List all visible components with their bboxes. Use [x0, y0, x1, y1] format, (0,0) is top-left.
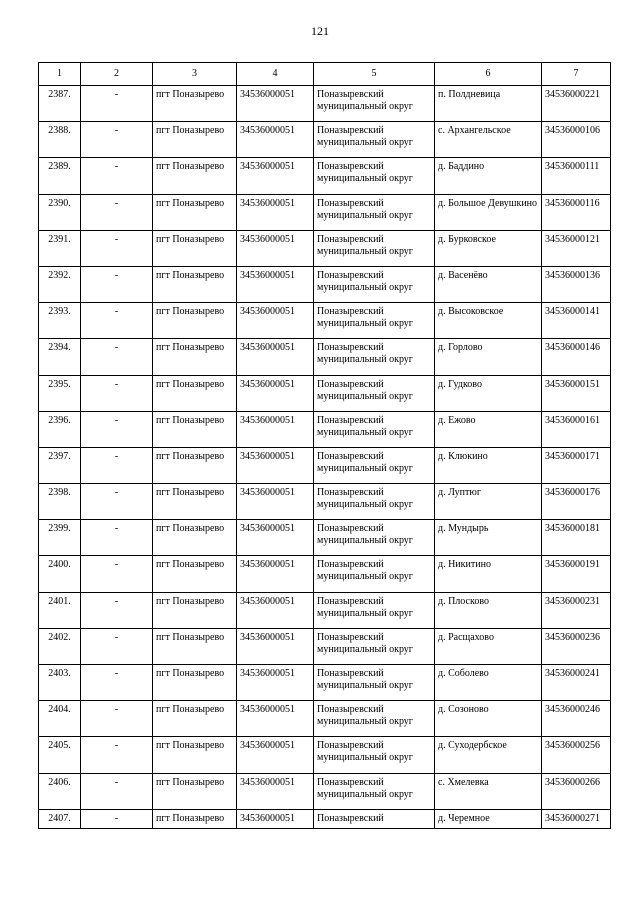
- settlement-name: д. Расщахово: [435, 628, 542, 664]
- cell-col2: -: [81, 592, 153, 628]
- table-row: [39, 592, 611, 628]
- admin-center-code: 34536000051: [237, 303, 314, 339]
- admin-center: пгт Поназырево: [153, 303, 237, 339]
- cell-col2: -: [81, 809, 153, 828]
- admin-center: пгт Поназырево: [153, 158, 237, 194]
- municipality-name: Поназыревский муниципальный округ: [314, 86, 435, 122]
- header-cell-7: 7: [542, 63, 611, 86]
- table-row: [39, 86, 611, 122]
- table-row: [39, 773, 611, 809]
- admin-center: пгт Поназырево: [153, 194, 237, 230]
- municipality-name: Поназыревский муниципальный округ: [314, 411, 435, 447]
- settlement-code: 34536000231: [542, 592, 611, 628]
- admin-center-code: 34536000051: [237, 266, 314, 302]
- admin-center: пгт Поназырево: [153, 411, 237, 447]
- admin-center-code: 34536000051: [237, 194, 314, 230]
- admin-center-code: 34536000051: [237, 375, 314, 411]
- row-number: 2402.: [39, 628, 81, 664]
- table-row: [39, 737, 611, 773]
- header-row: [39, 63, 611, 86]
- settlement-name: с. Хмелевка: [435, 773, 542, 809]
- municipality-name: Поназыревский муниципальный округ: [314, 701, 435, 737]
- header-cell-2: 2: [81, 63, 153, 86]
- cell-col2: -: [81, 701, 153, 737]
- municipality-name: Поназыревский муниципальный округ: [314, 592, 435, 628]
- row-number: 2404.: [39, 701, 81, 737]
- cell-col2: -: [81, 628, 153, 664]
- table-row: [39, 230, 611, 266]
- cell-col2: -: [81, 737, 153, 773]
- registry-table: [38, 62, 611, 829]
- settlement-name: д. Гудково: [435, 375, 542, 411]
- municipality-name: Поназыревский: [314, 809, 435, 828]
- admin-center-code: 34536000051: [237, 520, 314, 556]
- municipality-name: Поназыревский муниципальный округ: [314, 773, 435, 809]
- settlement-name: с. Архангельское: [435, 122, 542, 158]
- table-row: [39, 375, 611, 411]
- table-row: [39, 303, 611, 339]
- admin-center: пгт Поназырево: [153, 809, 237, 828]
- row-number: 2398.: [39, 484, 81, 520]
- admin-center: пгт Поназырево: [153, 701, 237, 737]
- admin-center-code: 34536000051: [237, 628, 314, 664]
- admin-center-code: 34536000051: [237, 230, 314, 266]
- table-header: [39, 63, 611, 86]
- settlement-name: д. Соболево: [435, 665, 542, 701]
- settlement-code: 34536000181: [542, 520, 611, 556]
- settlement-name: д. Мундырь: [435, 520, 542, 556]
- settlement-code: 34536000266: [542, 773, 611, 809]
- settlement-name: д. Васенёво: [435, 266, 542, 302]
- municipality-name: Поназыревский муниципальный округ: [314, 158, 435, 194]
- admin-center-code: 34536000051: [237, 86, 314, 122]
- municipality-name: Поназыревский муниципальный округ: [314, 375, 435, 411]
- municipality-name: Поназыревский муниципальный округ: [314, 628, 435, 664]
- settlement-name: д. Высоковское: [435, 303, 542, 339]
- row-number: 2403.: [39, 665, 81, 701]
- settlement-code: 34536000151: [542, 375, 611, 411]
- settlement-code: 34536000246: [542, 701, 611, 737]
- cell-col2: -: [81, 665, 153, 701]
- cell-col2: -: [81, 411, 153, 447]
- admin-center-code: 34536000051: [237, 411, 314, 447]
- settlement-code: 34536000236: [542, 628, 611, 664]
- settlement-code: 34536000106: [542, 122, 611, 158]
- settlement-name: д. Большое Девушкино: [435, 194, 542, 230]
- cell-col2: -: [81, 773, 153, 809]
- row-number: 2406.: [39, 773, 81, 809]
- cell-col2: -: [81, 194, 153, 230]
- settlement-name: д. Клюкино: [435, 447, 542, 483]
- row-number: 2388.: [39, 122, 81, 158]
- admin-center-code: 34536000051: [237, 158, 314, 194]
- admin-center: пгт Поназырево: [153, 447, 237, 483]
- admin-center-code: 34536000051: [237, 809, 314, 828]
- cell-col2: -: [81, 303, 153, 339]
- settlement-name: д. Баддино: [435, 158, 542, 194]
- settlement-name: д. Плосково: [435, 592, 542, 628]
- page-number: 121: [311, 24, 329, 38]
- admin-center-code: 34536000051: [237, 773, 314, 809]
- row-number: 2390.: [39, 194, 81, 230]
- municipality-name: Поназыревский муниципальный округ: [314, 194, 435, 230]
- admin-center: пгт Поназырево: [153, 266, 237, 302]
- municipality-name: Поназыревский муниципальный округ: [314, 737, 435, 773]
- table-row: [39, 484, 611, 520]
- municipality-name: Поназыревский муниципальный округ: [314, 122, 435, 158]
- table-row: [39, 194, 611, 230]
- cell-col2: -: [81, 375, 153, 411]
- settlement-code: 34536000136: [542, 266, 611, 302]
- admin-center: пгт Поназырево: [153, 230, 237, 266]
- municipality-name: Поназыревский муниципальный округ: [314, 484, 435, 520]
- municipality-name: Поназыревский муниципальный округ: [314, 266, 435, 302]
- table-row: [39, 266, 611, 302]
- municipality-name: Поназыревский муниципальный округ: [314, 339, 435, 375]
- settlement-code: 34536000241: [542, 665, 611, 701]
- table-row: [39, 665, 611, 701]
- cell-col2: -: [81, 86, 153, 122]
- row-number: 2405.: [39, 737, 81, 773]
- header-cell-1: 1: [39, 63, 81, 86]
- municipality-name: Поназыревский муниципальный округ: [314, 303, 435, 339]
- admin-center-code: 34536000051: [237, 592, 314, 628]
- cell-col2: -: [81, 266, 153, 302]
- municipality-name: Поназыревский муниципальный округ: [314, 230, 435, 266]
- settlement-code: 34536000111: [542, 158, 611, 194]
- municipality-name: Поназыревский муниципальный округ: [314, 665, 435, 701]
- admin-center: пгт Поназырево: [153, 375, 237, 411]
- table-row: [39, 411, 611, 447]
- settlement-code: 34536000116: [542, 194, 611, 230]
- settlement-name: д. Бурковское: [435, 230, 542, 266]
- row-number: 2399.: [39, 520, 81, 556]
- municipality-name: Поназыревский муниципальный округ: [314, 447, 435, 483]
- row-number: 2400.: [39, 556, 81, 592]
- row-number: 2392.: [39, 266, 81, 302]
- admin-center: пгт Поназырево: [153, 556, 237, 592]
- cell-col2: -: [81, 556, 153, 592]
- row-number: 2393.: [39, 303, 81, 339]
- admin-center-code: 34536000051: [237, 122, 314, 158]
- table-row: [39, 339, 611, 375]
- table-row: [39, 122, 611, 158]
- settlement-name: д. Ежово: [435, 411, 542, 447]
- row-number: 2391.: [39, 230, 81, 266]
- cell-col2: -: [81, 484, 153, 520]
- row-number: 2407.: [39, 809, 81, 828]
- admin-center: пгт Поназырево: [153, 773, 237, 809]
- settlement-code: 34536000141: [542, 303, 611, 339]
- admin-center-code: 34536000051: [237, 447, 314, 483]
- municipality-name: Поназыревский муниципальный округ: [314, 520, 435, 556]
- table-row: [39, 628, 611, 664]
- table-row: [39, 447, 611, 483]
- admin-center-code: 34536000051: [237, 701, 314, 737]
- settlement-name: д. Черемное: [435, 809, 542, 828]
- admin-center: пгт Поназырево: [153, 484, 237, 520]
- row-number: 2397.: [39, 447, 81, 483]
- admin-center: пгт Поназырево: [153, 86, 237, 122]
- admin-center-code: 34536000051: [237, 339, 314, 375]
- admin-center: пгт Поназырево: [153, 520, 237, 556]
- table-row: [39, 520, 611, 556]
- settlement-code: 34536000256: [542, 737, 611, 773]
- admin-center: пгт Поназырево: [153, 737, 237, 773]
- settlement-code: 34536000121: [542, 230, 611, 266]
- settlement-name: д. Созоново: [435, 701, 542, 737]
- row-number: 2387.: [39, 86, 81, 122]
- settlement-name: д. Горлово: [435, 339, 542, 375]
- row-number: 2394.: [39, 339, 81, 375]
- settlement-code: 34536000221: [542, 86, 611, 122]
- admin-center: пгт Поназырево: [153, 122, 237, 158]
- settlement-code: 34536000271: [542, 809, 611, 828]
- cell-col2: -: [81, 339, 153, 375]
- settlement-code: 34536000176: [542, 484, 611, 520]
- settlement-code: 34536000161: [542, 411, 611, 447]
- row-number: 2396.: [39, 411, 81, 447]
- table-row: [39, 809, 611, 828]
- settlement-name: д. Никитино: [435, 556, 542, 592]
- table-row: [39, 158, 611, 194]
- settlement-name: д. Луптюг: [435, 484, 542, 520]
- admin-center: пгт Поназырево: [153, 628, 237, 664]
- settlement-code: 34536000191: [542, 556, 611, 592]
- cell-col2: -: [81, 447, 153, 483]
- admin-center: пгт Поназырево: [153, 665, 237, 701]
- header-cell-4: 4: [237, 63, 314, 86]
- admin-center-code: 34536000051: [237, 556, 314, 592]
- admin-center-code: 34536000051: [237, 737, 314, 773]
- settlement-code: 34536000146: [542, 339, 611, 375]
- admin-center-code: 34536000051: [237, 484, 314, 520]
- row-number: 2401.: [39, 592, 81, 628]
- row-number: 2395.: [39, 375, 81, 411]
- table-body: [39, 86, 611, 829]
- cell-col2: -: [81, 230, 153, 266]
- settlement-name: п. Полдневица: [435, 86, 542, 122]
- municipality-name: Поназыревский муниципальный округ: [314, 556, 435, 592]
- table-row: [39, 701, 611, 737]
- admin-center: пгт Поназырево: [153, 592, 237, 628]
- admin-center-code: 34536000051: [237, 665, 314, 701]
- table-row: [39, 556, 611, 592]
- header-cell-6: 6: [435, 63, 542, 86]
- header-cell-3: 3: [153, 63, 237, 86]
- header-cell-5: 5: [314, 63, 435, 86]
- row-number: 2389.: [39, 158, 81, 194]
- admin-center: пгт Поназырево: [153, 339, 237, 375]
- settlement-name: д. Суходербское: [435, 737, 542, 773]
- settlement-code: 34536000171: [542, 447, 611, 483]
- cell-col2: -: [81, 520, 153, 556]
- cell-col2: -: [81, 158, 153, 194]
- cell-col2: -: [81, 122, 153, 158]
